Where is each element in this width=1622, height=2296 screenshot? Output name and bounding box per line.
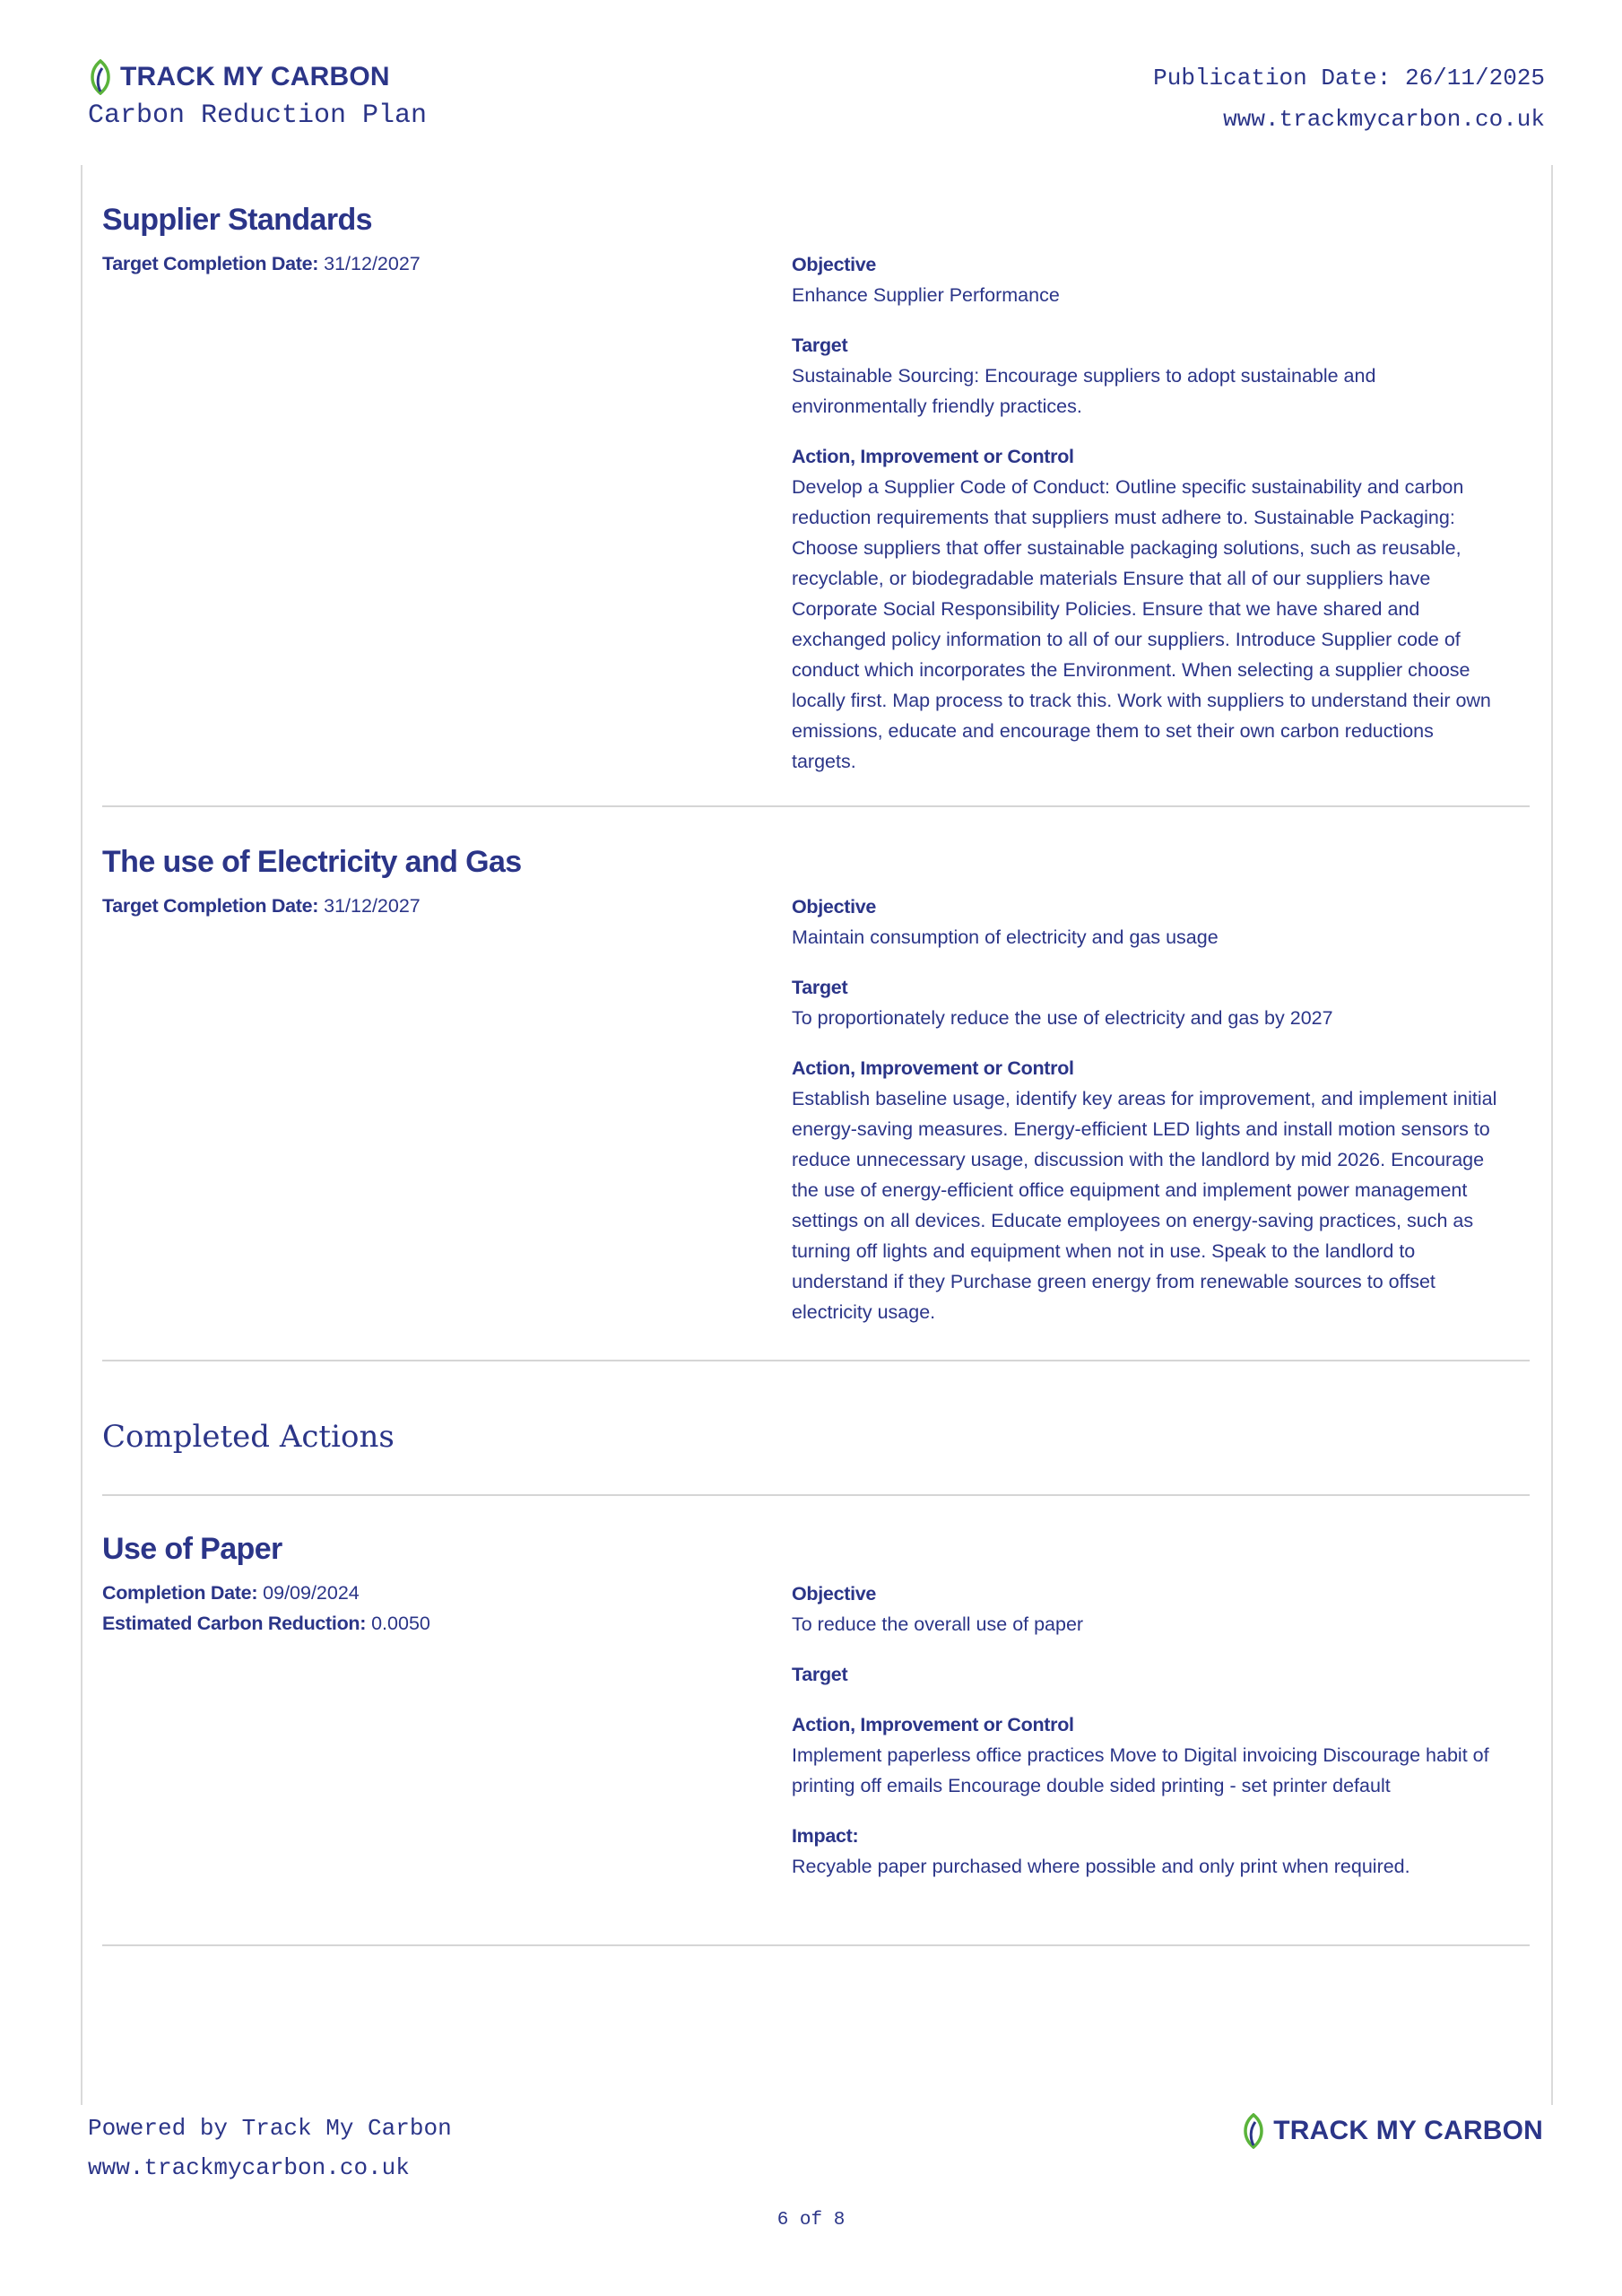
section-title: Use of Paper: [102, 1532, 282, 1566]
action-label: Action, Improvement or Control: [792, 446, 1074, 467]
section-title: Supplier Standards: [102, 203, 372, 237]
document-subtitle: Carbon Reduction Plan: [88, 100, 428, 131]
website-link-header[interactable]: www.trackmycarbon.co.uk: [1223, 106, 1545, 133]
date-label: Target Completion Date:: [102, 895, 319, 917]
impact-label: Impact:: [792, 1825, 859, 1847]
action-label: Action, Improvement or Control: [792, 1057, 1074, 1079]
section-details: [792, 891, 1500, 1347]
target-label: Target: [792, 977, 848, 998]
website-link-footer[interactable]: www.trackmycarbon.co.uk: [88, 2154, 410, 2181]
powered-by: Powered by Track My Carbon: [88, 2115, 452, 2142]
action-text: Establish baseline usage, identify key areas for improvement, and implement initial energy-saving measures. Energy-efficient LED lights and install motion sensors to reduce unnecessary usage, discussion with the landlord by mid 2026. Encourage the use of energy-efficient office equipment and implement power management settings on all devices. Educate employees on energy-saving practices, such as turning off lights and equipment when not in use. Speak to the landlord to understand if they Purchase green energy from renewable sources to offset electricity usage.: [792, 1088, 1497, 1323]
target-completion-date: [102, 253, 421, 275]
action-label: Action, Improvement or Control: [792, 1714, 1074, 1735]
action-text: Implement paperless office practices Move to Digital invoicing Discourage habit of printing off emails Encourage double sided printing - set printer default: [792, 1744, 1489, 1796]
completion-date: [102, 1582, 360, 1605]
target-label: Target: [792, 335, 848, 356]
section-details: [792, 1578, 1500, 1901]
header-logo: [86, 59, 390, 95]
section-divider: [102, 805, 1530, 807]
date-label: Target Completion Date:: [102, 253, 319, 274]
section-details: [792, 249, 1500, 796]
objective-label: Objective: [792, 254, 877, 275]
frame-border-left: [81, 165, 82, 2105]
objective-label: Objective: [792, 1583, 877, 1605]
reduction-label: Estimated Carbon Reduction:: [102, 1613, 367, 1634]
completed-actions-heading: Completed Actions: [102, 1419, 395, 1455]
page-number: 6 of 8: [776, 2210, 846, 2231]
action-text: Develop a Supplier Code of Conduct: Outline specific sustainability and carbon reduction requirements that suppliers must adhere to. Sustainable Packaging: Choose suppliers that offer sustainable packaging solutions, such as reusable, recyclable, or biodegradable materials Ensure that all of our suppliers have Corporate Social Responsibility Policies. Ensure that we have shared and exchanged policy information to all of our suppliers. Introduce Supplier code of conduct which incorporates the Environment. When selecting a supplier choose locally first. Map process to track this. Work with suppliers to understand their own emissions, educate and encourage them to set their own carbon reductions targets.: [792, 476, 1491, 772]
section-divider: [102, 1944, 1530, 1946]
objective-text: Enhance Supplier Performance: [792, 284, 1060, 306]
target-completion-date: [102, 895, 421, 918]
date-value: 31/12/2027: [318, 253, 421, 274]
target-text: To proportionately reduce the use of electricity and gas by 2027: [792, 1007, 1333, 1029]
section-title: The use of Electricity and Gas: [102, 845, 522, 879]
impact-text: Recyable paper purchased where possible and only print when required.: [792, 1856, 1410, 1877]
brand-name: TRACK MY CARBON: [1273, 2116, 1543, 2145]
completion-value: 09/09/2024: [257, 1582, 360, 1604]
objective-text: Maintain consumption of electricity and gas usage: [792, 926, 1219, 948]
brand-name: TRACK MY CARBON: [120, 62, 390, 91]
section-divider: [102, 1360, 1530, 1361]
frame-border-right: [1551, 165, 1553, 2105]
section-divider: [102, 1494, 1530, 1496]
publication-date: Publication Date: 26/11/2025: [1153, 65, 1545, 91]
objective-text: To reduce the overall use of paper: [792, 1613, 1084, 1635]
estimated-carbon-reduction: [102, 1613, 430, 1635]
target-label: Target: [792, 1664, 848, 1685]
objective-label: Objective: [792, 896, 877, 918]
leaf-icon: [1239, 2113, 1268, 2149]
reduction-value: 0.0050: [366, 1613, 430, 1634]
completion-label: Completion Date:: [102, 1582, 258, 1604]
leaf-icon: [86, 59, 115, 95]
target-text: Sustainable Sourcing: Encourage suppliers to adopt sustainable and environmentally friendly practices.: [792, 365, 1376, 417]
date-value: 31/12/2027: [318, 895, 421, 917]
footer-logo: [1239, 2113, 1543, 2149]
